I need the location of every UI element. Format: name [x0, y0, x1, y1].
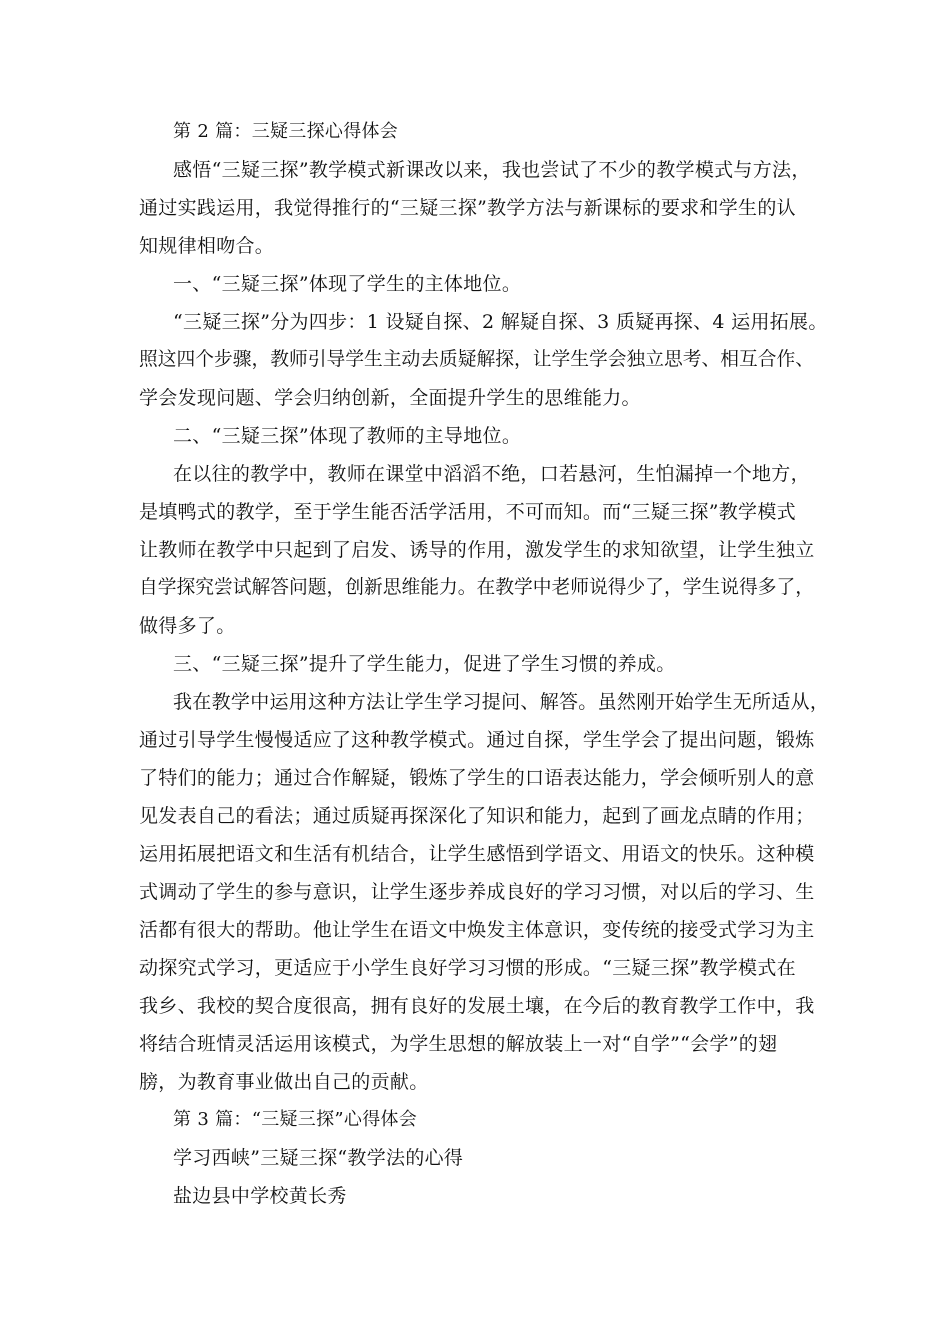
paragraph-line: 知规律相吻合。: [139, 235, 275, 257]
author-line: 盐边县中学校黄长秀: [173, 1185, 347, 1207]
paragraph-line: 是填鸭式的教学，至于学生能否活学活用，不可而知。而“三疑三探”教学模式: [139, 501, 796, 523]
paragraph-line: 通过引导学生慢慢适应了这种教学模式。通过自探，学生学会了提出问题，锻炼: [139, 729, 815, 751]
paragraph-line: 动探究式学习，更适应于小学生良好学习习惯的形成。“三疑三探”教学模式在: [139, 957, 796, 979]
paragraph-line: 让教师在教学中只起到了启发、诱导的作用，激发学生的求知欲望，让学生独立: [139, 539, 815, 561]
paragraph-line: 自学探究尝试解答问题，创新思维能力。在教学中老师说得少了，学生说得多了，: [139, 577, 814, 598]
paragraph-line: 膀，为教育事业做出自己的贡献。: [139, 1071, 429, 1093]
article-title: 学习西峡”三疑三探“教学法的心得: [173, 1147, 464, 1169]
section-heading-3: 第 3 篇：“三疑三探”心得体会: [173, 1109, 418, 1130]
paragraph-line: 学会发现问题、学会归纳创新，全面提升学生的思维能力。: [139, 387, 641, 409]
paragraph-line: 我在教学中运用这种方法让学生学习提问、解答。虽然刚开始学生无所适从，: [173, 691, 830, 713]
paragraph-line: 式调动了学生的参与意识，让学生逐步养成良好的学习习惯，对以后的学习、生: [139, 881, 815, 903]
paragraph-line: 在以往的教学中，教师在课堂中滔滔不绝，口若悬河，生怕漏掉一个地方，: [173, 463, 810, 485]
subheading-1: 一、“三疑三探”体现了学生的主体地位。: [173, 273, 522, 295]
subheading-2: 二、“三疑三探”体现了教师的主导地位。: [173, 425, 522, 447]
section-heading-2: 第 2 篇：三疑三探心得体会: [173, 121, 399, 142]
paragraph-line: “三疑三探”分为四步：1 设疑自探、2 解疑自探、3 质疑再探、4 运用拓展。: [173, 311, 828, 333]
paragraph-line: 见发表自己的看法；通过质疑再探深化了知识和能力，起到了画龙点睛的作用；: [139, 805, 815, 827]
paragraph-line: 运用拓展把语文和生活有机结合，让学生感悟到学语文、用语文的快乐。这种模: [139, 843, 815, 865]
paragraph-line: 将结合班情灵活运用该模式，为学生思想的解放装上一对“自学”“会学”的翅: [139, 1033, 778, 1055]
paragraph-line: 活都有很大的帮助。他让学生在语文中焕发主体意识，变传统的接受式学习为主: [139, 919, 815, 941]
paragraph-line: 做得多了。: [139, 615, 236, 637]
paragraph-line: 照这四个步骤，教师引导学生主动去质疑解探，让学生学会独立思考、相互合作、: [139, 349, 814, 370]
subheading-3: 三、“三疑三探”提升了学生能力，促进了学生习惯的养成。: [173, 653, 676, 675]
paragraph-line: 了特们的能力；通过合作解疑，锻炼了学生的口语表达能力，学会倾听别人的意: [139, 767, 815, 789]
paragraph-line: 感悟“三疑三探”教学模式新课改以来，我也尝试了不少的教学模式与方法，: [173, 159, 811, 181]
paragraph-line: 通过实践运用，我觉得推行的“三疑三探”教学方法与新课标的要求和学生的认: [139, 197, 796, 219]
paragraph-line: 我乡、我校的契合度很高，拥有良好的发展土壤，在今后的教育教学工作中，我: [139, 995, 815, 1017]
